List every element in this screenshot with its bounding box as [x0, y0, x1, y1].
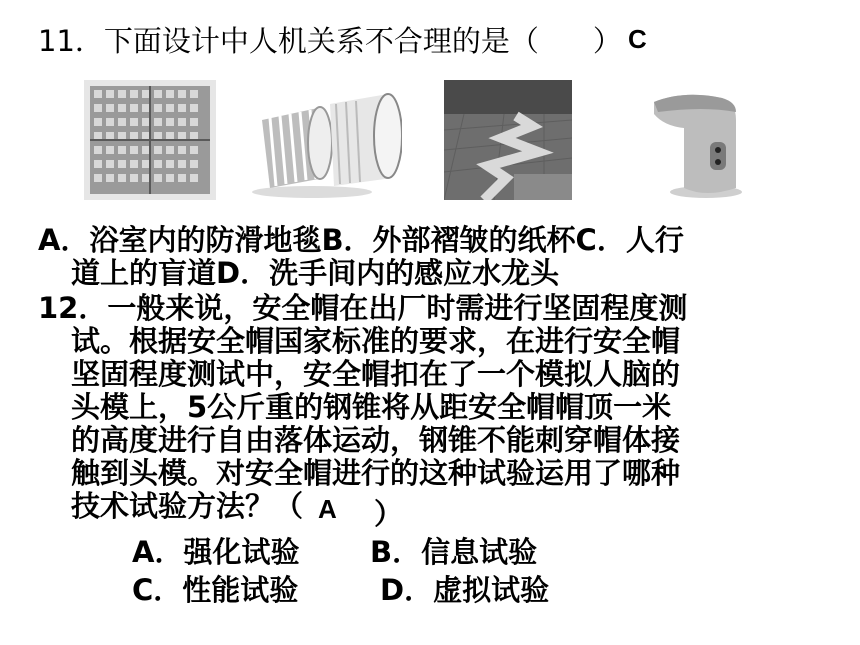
question-12-line-1: 12．一般来说，安全帽在出厂时需进行坚固程度测 [38, 291, 688, 325]
question-11-answer: C [628, 24, 647, 54]
question-11-image-row [84, 80, 764, 200]
question-12-choice-b: B．信息试验 [370, 535, 538, 569]
question-11-close-paren: ） [592, 24, 622, 58]
tactile-paving-image [444, 80, 572, 200]
question-12-line-6: 触到头模。对安全帽进行的这种试验运用了哪种 [71, 456, 681, 490]
question-12-line-3: 坚固程度测试中，安全帽扣在了一个模拟人脑的 [71, 357, 681, 391]
question-12-choice-d: D．虚拟试验 [380, 573, 550, 607]
question-12-close-paren: ） [374, 497, 404, 531]
sensor-faucet-image [644, 80, 754, 200]
question-11-options [38, 224, 684, 290]
question-12-line-4: 头模上，5公斤重的钢锥将从距安全帽帽顶一米 [71, 390, 672, 424]
question-12-choice-a: A．强化试验 [132, 535, 300, 569]
question-11-stem: 11．下面设计中人机关系不合理的是（ [38, 24, 539, 58]
question-11 [38, 22, 647, 60]
question-11-options-line-2: 道上的盲道D．洗手间内的感应水龙头 [71, 256, 560, 290]
anti-slip-mat-image [84, 80, 216, 200]
question-11-options-line-1: A．浴室内的防滑地毯B．外部褶皱的纸杯C．人行 [38, 223, 684, 257]
paper-cups-image [252, 80, 402, 200]
question-12-answer: A [318, 494, 337, 524]
question-12-line-2: 试。根据安全帽国家标准的要求，在进行安全帽 [71, 324, 681, 358]
question-12-line-7: 技术试验方法？（ [71, 489, 304, 523]
question-12 [38, 292, 687, 523]
question-12-choice-c: C．性能试验 [132, 573, 299, 607]
question-12-line-5: 的高度进行自由落体运动，钢锥不能刺穿帽体接 [71, 423, 681, 457]
